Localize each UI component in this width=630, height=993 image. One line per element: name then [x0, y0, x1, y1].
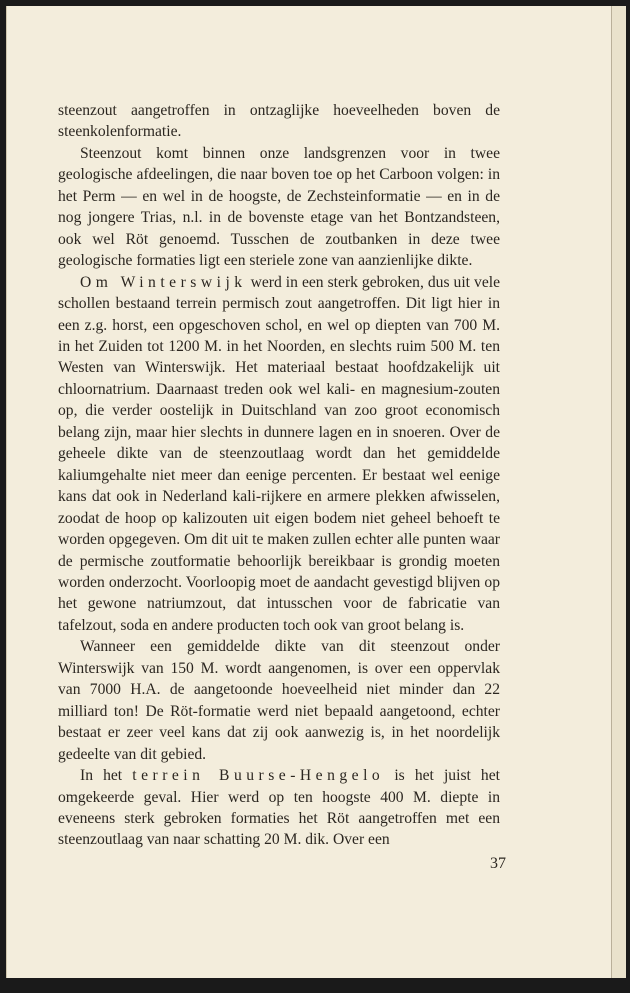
paragraph-buurse-hengelo: [58, 765, 500, 851]
paragraph-pre: In het: [80, 767, 133, 785]
spaced-lead: terrein Buurse-Hengelo: [132, 767, 385, 785]
paragraph-text: Wanneer een gemiddelde dikte van dit steenzout onder Winterswijk van 150 M. wordt aangenomen, is over een oppervlak van 7000 H.A. de aangetoonde hoeveelheid niet minder dan 22 milliard ton! De Röt-formatie werd niet bepaald aangetoond, echter bestaat er zeer veel kans dat zij ook aanwezig is, in het noordelijk gedeelte van dit gebied.: [58, 638, 500, 763]
page-edge: [611, 6, 626, 978]
paragraph-text: steenzout aangetroffen in ontzaglijke hoeveelheden boven de steenkolenformatie.: [58, 102, 500, 141]
paragraph-text: werd in een sterk gebroken, dus uit vele schollen bestaand terrein permisch zout aangetroffen. Dit ligt hier in een z.g. horst, een opgeschoven schol, en wel op diepten van 700 M. in het Zuiden tot 1200 M. in het Noorden, en slechts ruim 500 M. ten Westen van Winterswijk. Het materiaal bestaat hoofdzakelijk uit chloornatrium. Daarnaast treden ook wel kali- en magnesium-zouten op, die verder oostelijk in Duitschland van zoo groot economisch belang zijn, maar hier slechts in dunnere lagen en in snoeren. Over de geheele dikte van de steenzoutlaag wordt dan het gemiddelde kaliumgehalte niet meer dan eenige percenten. Er bestaat wel eenige kans dat ook in Nederland kali-rijkere en armere plekken afwisselen, zoodat de hoop op kalizouten uit eigen bodem niet geheel behoeft te worden opgegeven. Om dit uit te maken zullen echter alle punten waar de permische zoutformatie behoorlijk bereikbaar is grondig moeten worden onderzocht. Voorloopig moet de aandacht gevestigd blijven op het gewone natriumzout, dat intusschen voor de fabricatie van tafelzout, soda en andere producten toch ook van groot belang is.: [58, 273, 500, 634]
paragraph-dikte: [58, 636, 500, 765]
paragraph-text: Steenzout komt binnen onze landsgrenzen voor in twee geologische afdeelingen, die naar boven toe op het Carboon volgen: in het Perm — en wel in de hoogste, de Zechsteinformatie — en in de nog jongere Trias, n.l. in de bovenste etage van het Bontzandsteen, ook wel Röt genoemd. Tusschen de zoutbanken in deze twee geologische formaties ligt een steriele zone van aanzienlijke dikte.: [58, 144, 500, 270]
spaced-lead: Om Winterswijk: [80, 273, 247, 291]
paragraph-winterswijk: [58, 272, 500, 637]
body-text: [58, 100, 500, 851]
page-number: 37: [490, 855, 506, 872]
paragraph-text: is het juist het omgekeerde geval. Hier werd op ten hoogste 400 M. diepte in eveneens sterk gebroken formaties het Röt aangetroffen met een steenzoutlaag van naar schatting 20 M. dik. Over een: [58, 767, 500, 849]
paragraph-continued: [58, 100, 500, 143]
paragraph-steenzout: [58, 143, 500, 272]
